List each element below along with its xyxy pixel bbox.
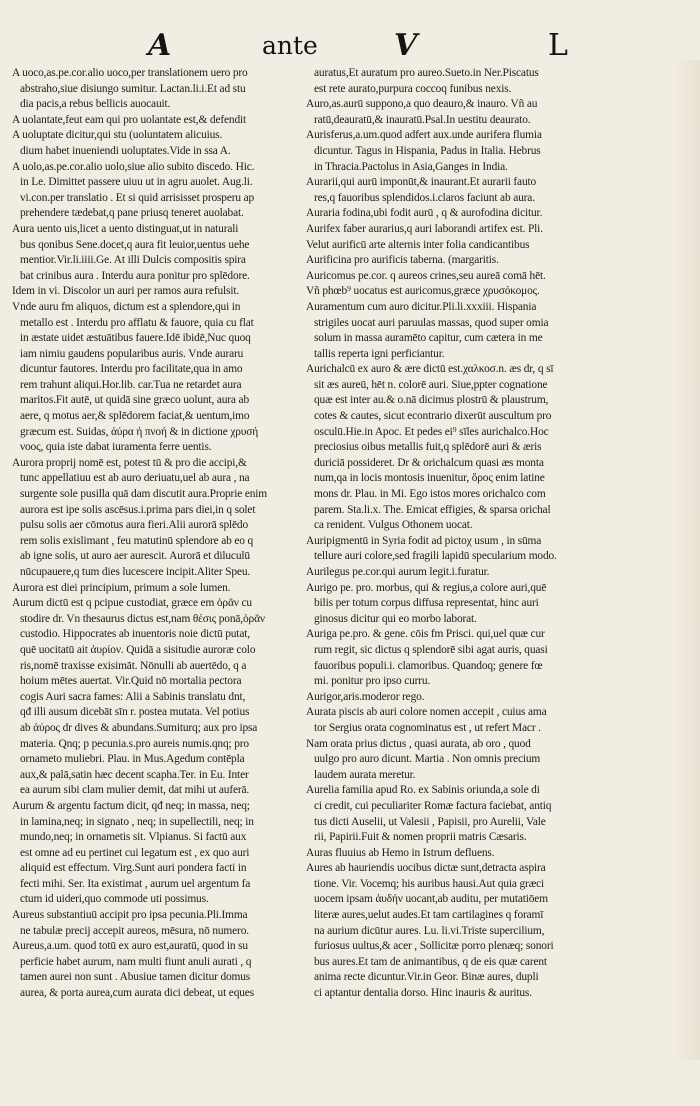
text-line: aux,& palā,satin hæc decent scapha.Ter. in Eu. Inter: [20, 768, 249, 781]
text-line: Aurora proprij nomē est, potest tū & pro die accipi,&: [12, 456, 247, 469]
text-line: bilis per totum corpus diffusa representat, hinc auri: [314, 597, 539, 610]
text-line: ratū,deauratū,& inauratū.Psal.In uestitu deaurato.: [314, 113, 531, 126]
text-line: in æstate uidet æstuātibus fauere.Idē ibidē,Nuc quoq: [20, 332, 251, 345]
text-line: ris,nomē traxisse exisimāt. Nōnulli ab auertēdo, q a: [20, 659, 247, 672]
text-line: dia pacis,a rebus bellicis auocauit.: [20, 98, 171, 111]
text-line: prehendere tædebat,q pane priusq teneret auolabat.: [20, 207, 244, 220]
text-line: anima recte dicuntur.Vir.in Geor. Binæ aures, dupli: [314, 971, 539, 984]
text-line: na aurium dicūtur aures. Lu. li.vi.Triste supercilium,: [314, 924, 545, 937]
text-line: Auro,as.aurū suppono,a quo deauro,& inauro. Vñ au: [306, 98, 538, 111]
text-line: ornameto muliebri. Plau. in Mus.Agedum contēpla: [20, 753, 245, 766]
text-line: ci aptantur dentalia dorso. Hinc inauris & auritus.: [314, 987, 532, 1000]
text-line: solum in massa auramēto capitur, cum cætera in me: [314, 332, 543, 345]
text-line: ab ἀύρος dr dives & abundans.Sumiturq; aux pro ipsa: [20, 721, 258, 734]
text-line: surgente sole pusilla quā dam discutit aura.Proprie enim: [20, 488, 267, 501]
text-line: Aurigor,aris.moderor rego.: [306, 690, 425, 703]
text-line: sit æs aureū, hēt n. colorē auri. Siue,ppter cognatione: [314, 378, 548, 391]
text-line: cotes & cautes, sicut econtrario dixerūt auscultum pro: [314, 410, 552, 423]
text-line: furiosus uultus,& acer , Sollicitæ porro plenæq; sonori: [314, 940, 554, 953]
text-line: in Thracia.Pactolus in Asia,Ganges in India.: [314, 160, 508, 173]
text-line: ctum id uideri,quo commode uti possimus.: [20, 893, 209, 906]
text-line: tellure auri colore,sed fragili lapidū specularium modo.: [314, 550, 557, 563]
text-line: Aurora est diei principium, primum a sole lumen.: [12, 581, 231, 594]
text-line: tunc appellatiuu est ab auro deriuatu,uel ab aura , na: [20, 472, 250, 485]
text-line: dium habet inueniendi uoluptates.Vide in ssa A.: [20, 144, 231, 157]
text-line: Auramentum cum auro dicitur.Pli.li.xxxiii. Hispania: [306, 300, 537, 313]
text-line: Auripigmentū in Syria fodit ad pictoχ usum , in sūma: [306, 534, 542, 547]
text-line: Aurisferus,a.um.quod adfert aux.unde aurifera flumia: [306, 129, 542, 142]
text-line: bus qonibus Sene.docet,q aura fit leuior,uentus uehe: [20, 238, 250, 251]
text-line: bus aures.Et tam de animantibus, q de eis quæ carent: [314, 955, 547, 968]
text-line: aliquid est effectum. Virg.Sunt auri pondera facti in: [20, 862, 247, 875]
text-line: nūcupauere,q tum dies lucescere incipit.Aliter Speu.: [20, 566, 251, 578]
text-line: νοος, quia iste dabat iuramenta ferre uentis.: [20, 441, 212, 454]
text-line: Aureus,a.um. quod totū ex auro est,auratū, quod in su: [12, 940, 248, 953]
text-line: mons dr. Plau. in Mi. Ego istos mores orichalco com: [314, 488, 546, 501]
text-line: strigiles uocat auri paruulas massas, quod super omia: [314, 316, 549, 329]
text-line: maritos.Fit autē, ut quidā sine græco uolunt, aura ab: [20, 394, 249, 407]
text-line: ci credit, cui peculiariter Romæ factura faciebat, antiq: [314, 799, 552, 812]
text-line: hoium mētes auertat. Vir.Quid nō mortalia pectora: [20, 675, 242, 688]
text-line: tus dicti Auselii, ut Valesii , Papisii, pro Aurelii, Vale: [314, 815, 546, 828]
text-line: in Le. Dimittet passere uiuu ut in agru auolet. Aug.li.: [20, 176, 253, 189]
text-line: Aurigo pe. pro. morbus, qui & regius,a colore auri,quē: [306, 581, 547, 594]
text-line: Aurificina pro aurificis taberna. (margaritis.: [306, 254, 499, 267]
text-line: mundo,neq; in ornametis sit. Vlpianus. Si factū aux: [20, 831, 247, 844]
text-line: Aurifex faber aurarius,q auri laborandi artifex est. Pli.: [306, 222, 543, 235]
text-line: dicuntur. Tagus in Hispania, Padus in Italia. Hebrus: [314, 144, 541, 157]
text-line: pulsu solis aer cōmotus aura fieri.Alii aurorā splēdo: [20, 519, 249, 532]
text-line: osculū.Hie.in Apoc. Et pedes ei⁹ sīles aurichalco.Hoc: [314, 425, 549, 438]
text-line: aurea, & porta aurea,cum aurata dici debeat, ut eques: [20, 987, 254, 1000]
text-line: custodio. Hippocrates ab inuentoris noie dictū putat,: [20, 628, 250, 641]
text-line: uulgo pro auro dicunt. Martia . Non omnis precium: [314, 753, 541, 766]
text-line: ab igne solis, ut auro aer aurescit. Aurorā et diluculū: [20, 550, 250, 563]
text-line: abstraho,siue disiungo sumitur. Lactan.li.i.Et ad stu: [20, 82, 246, 95]
text-line: qđ illi ausum dicebāt sīn r. postea mutata. Vel potius: [20, 706, 250, 719]
text-line: rum regit, sic dictus q splendorē sibi agat auris, quasi: [314, 643, 548, 656]
text-line: est rete aurato,purpura coccoq funibus nexis.: [314, 82, 512, 95]
text-line: quē uocitatū ait ἀυρίον. Quidā a sisitudie auroræ colo: [20, 643, 256, 656]
text-line: A uolantate,feut eam qui pro uolantate est,& defendit: [12, 113, 247, 126]
text-line: materia. Qnq; p pecunia.s.pro aureis numis.qnq; pro: [20, 737, 249, 750]
text-line: mi. ponitur pro ipso curru.: [314, 675, 431, 688]
text-line: iam nimiu gaudens popularibus auris. Vnde auraru: [20, 347, 244, 360]
text-line: ca renident. Vulgus Othonem uocat.: [314, 519, 473, 532]
header-letter-v: V: [394, 28, 418, 63]
text-line: tallis reperta igni perficiantur.: [314, 347, 445, 360]
text-line: parem. Sta.li.x. The. Emicat effigies, & sparsa orichal: [314, 503, 551, 516]
running-header: [0, 28, 700, 68]
text-line: auratus,Et auratum pro aureo.Sueto.in Ner.Piscatus: [314, 67, 539, 79]
text-line: Aureus substantiuū accipit pro ipsa pecunia.Pli.Imma: [12, 909, 248, 922]
text-line: tione. Vir. Vocemq; his auribus hausi.Aut quia græci: [314, 877, 545, 890]
text-line: Nam orata prius dictus , quasi aurata, ab oro , quod: [306, 737, 531, 750]
text-line: rii, Papirii.Fuit & nomen proprii matris Cæsaris.: [314, 831, 527, 844]
text-line: Aurilegus pe.cor.qui aurum legit.i.furatur.: [306, 566, 490, 578]
page-edge-shadow: [672, 60, 700, 1060]
text-line: A uoco,as.pe.cor.alio uoco,per translationem uero pro: [12, 67, 248, 79]
text-line: fecti mihi. Ser. Ita existimat , aurum uel argentum fa: [20, 877, 251, 890]
text-line: rem solis exislimant , feu matutinū splendore ab eo q: [20, 534, 254, 547]
text-line: Aurata piscis ab auri colore nomen accepit , cuius ama: [306, 706, 547, 719]
text-line: Velut aurificū arte alternis inter folia candicantibus: [306, 238, 530, 251]
text-line: res,q fauoribus splendidos.i.claros faciunt ab aura.: [314, 191, 535, 204]
text-line: in lamina,neq; in signato , neq; in supellectili, neq; in: [20, 815, 254, 828]
text-line: Auras fluuius ab Hemo in Istrum defluens.: [306, 846, 495, 859]
text-line: uocem ipsam ἀυδήν uocant,ab auditu, per mutatiōem: [314, 893, 548, 906]
text-line: perficie habet aurum, nam multi fiunt anuli aurati , q: [20, 955, 252, 968]
text-line: quæ est inter au.& o.nā dicimus plostrū & plaustrum,: [314, 394, 549, 407]
text-line: Idem in vi. Discolor un auri per ramos aura refulsit.: [12, 285, 240, 298]
text-line: tor Sergius orata cognominatus est , ut refert Macr .: [314, 721, 541, 734]
text-line: Auraria fodina,ubi fodit aurū , q & aurofodina dicitur.: [306, 207, 543, 220]
text-line: dicuntur fautores. Interdu pro facilitate,qua in amo: [20, 363, 243, 376]
text-line: Aures ab hauriendis uocibus dictæ sunt,detracta aspira: [306, 862, 546, 875]
text-line: rem trahunt aliqui.Hor.lib. car.Tua ne retardet aura: [20, 378, 242, 391]
text-line: preciosius oibus metallis fuit,q splēdorē auri & æris: [314, 441, 542, 454]
text-line: græcum est. Suidas, ἀύρα ἡ πνοή & in dictione χρυσή: [20, 425, 259, 438]
text-line: Auricomus pe.cor. q aureos crines,seu aureā comā hēt.: [306, 269, 546, 282]
text-line: ea aurum sibi clam mulier demit, dat mihi ut auferā.: [20, 784, 250, 797]
text-line: metallo est . Interdu pro afflatu & fauore, quia cu flat: [20, 316, 254, 329]
text-line: tamen aurei non sunt . Abusiue tamen dicitur domus: [20, 971, 251, 984]
text-line: Aurarii,qui aurū imponūt,& inaurant.Et aurarii fauto: [306, 176, 537, 189]
text-line: fauoribus populi.i. clamoribus. Quandoq; genere fœ: [314, 659, 543, 672]
left-text-column: [12, 66, 300, 1002]
header-word: ante: [262, 31, 318, 60]
text-line: Aurum dictū est q pcipue custodiat, græce em ὁρᾶν cu: [12, 597, 252, 610]
text-line: Aurelia familia apud Ro. ex Sabinis oriunda,a sole di: [306, 784, 540, 797]
text-line: Aurum & argentu factum dicit, qđ neq; in massa, neq;: [12, 799, 250, 812]
text-line: ne tabulæ precij accepit aureos, mēsura, nō numero.: [20, 924, 249, 937]
header-letter-l: L: [548, 28, 568, 63]
header-letter-a: A: [148, 28, 172, 63]
text-line: laudem aurata meretur.: [314, 768, 416, 781]
text-line: bat crinibus aura . Interdu aura ponitur pro splēdore.: [20, 269, 250, 282]
text-line: Vñ phœb⁹ uocatus est auricomus,græce χρυσόκομος.: [306, 285, 540, 298]
text-line: aere, q motus aer,& splēdorem faciat,& uentum,imo: [20, 410, 250, 423]
text-line: cogis Auri sacra fames: Alii a Sabinis translatu dnt,: [20, 690, 246, 703]
text-line: A uoluptate dicitur,qui stu (uoluntatem alicuius.: [12, 129, 223, 142]
text-line: est omne ad eu pertinet cui legatum est , ex quo auri: [20, 846, 250, 859]
text-line: A uolo,as.pe.cor.alio uolo,siue alio subito discedo. Hic.: [12, 160, 255, 173]
text-line: Aurichalcū ex auro & ære dictū est.χαλκοσ.n. æs dr, q sī: [306, 363, 554, 376]
text-line: aurora est ipe solis ascēsus.i.prima pars diei,in q solet: [20, 503, 256, 516]
text-line: Auriga pe.pro. & gene. cōis fm Prisci. qui,uel quæ cur: [306, 628, 545, 641]
text-line: Aura uento uis,licet a uento distinguat,ut in naturali: [12, 222, 239, 235]
right-text-column: [306, 66, 594, 1002]
text-line: vi.con.per translatio . Et si quid arrisisset prosperu ap: [20, 191, 255, 204]
text-line: num,qa in locis montosis inuenitur, ὄρος enim latine: [314, 472, 545, 485]
text-line: stodire dr. Vn thesaurus dictus est,nam θέσις ponā,ὁρᾶν: [20, 612, 265, 625]
text-line: mentior.Vir.li.iiii.Ge. At illi Dulcis compositis spira: [20, 254, 246, 267]
text-line: duriciā possideret. Dr & orichalcum quasi æs monta: [314, 456, 544, 469]
text-line: ginosus dicitur qui eo morbo laborat.: [314, 612, 477, 625]
text-line: literæ aures,uelut audes.Et tam cartilagines q foramī: [314, 909, 544, 922]
text-line: Vnde auru fm aliquos, dictum est a splendore,qui in: [12, 300, 241, 313]
